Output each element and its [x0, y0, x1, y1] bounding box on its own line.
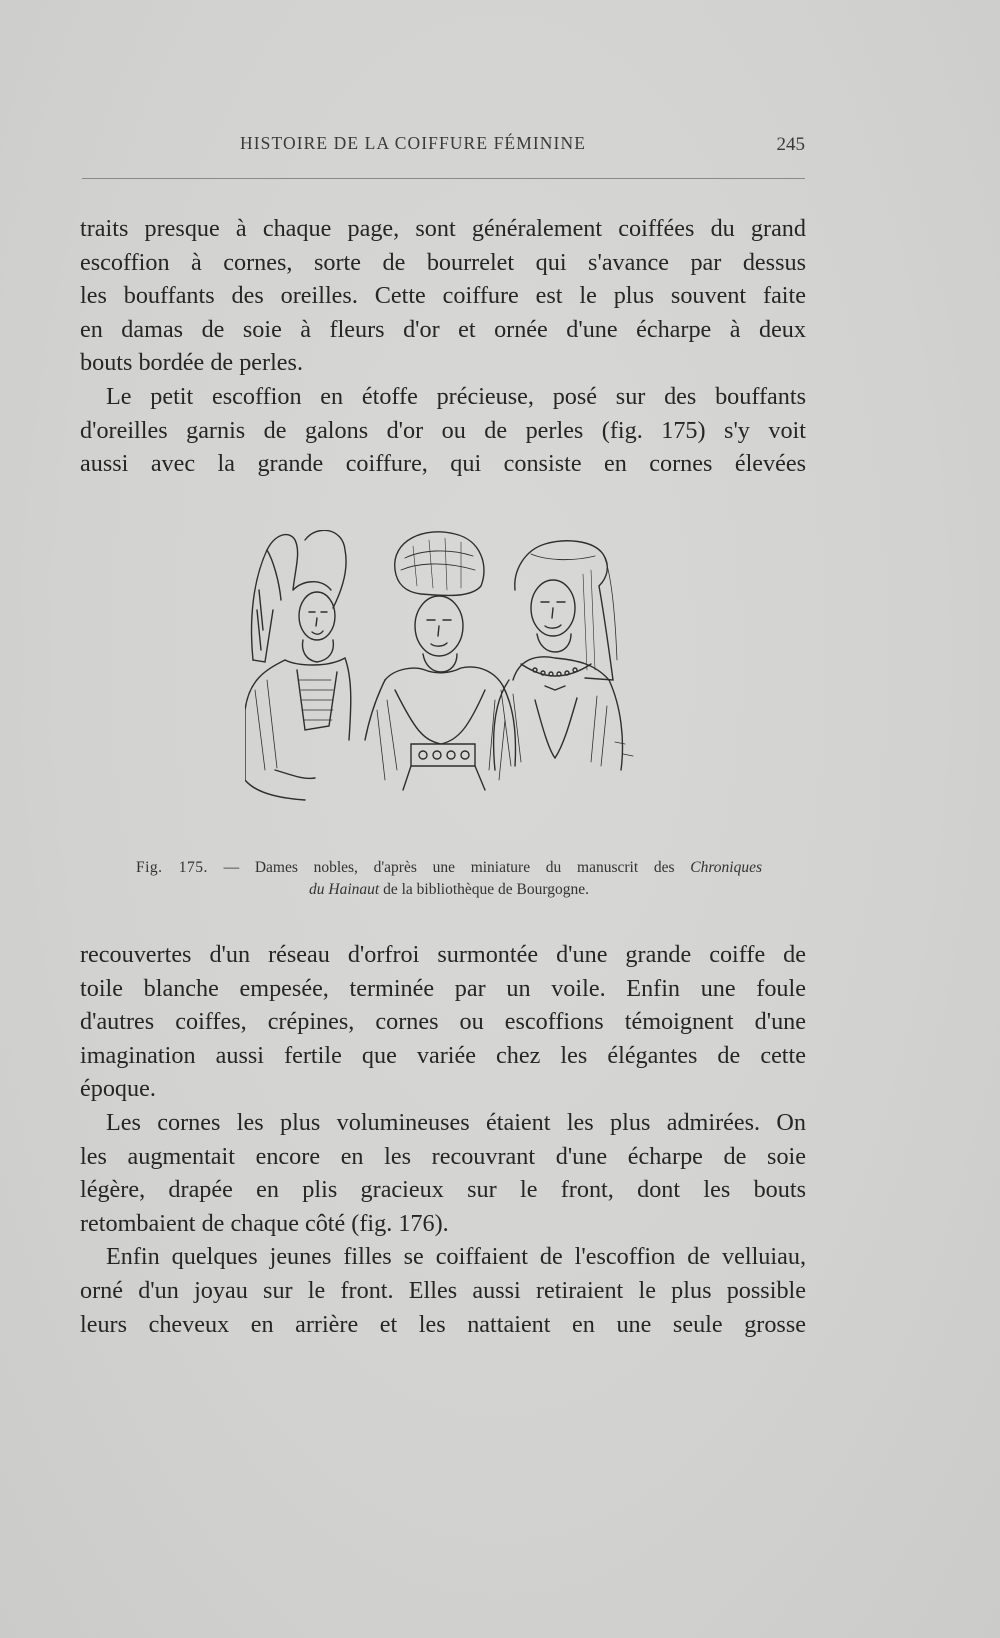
running-title: HISTOIRE DE LA COIFFURE FÉMININE: [240, 133, 586, 153]
text-line: d'autres coiffes, crépines, cornes ou escoffions témoignent d'une: [80, 1008, 806, 1036]
text-line: leurs cheveux en arrière et les nattaient en une seule grosse: [80, 1310, 806, 1338]
figure-caption: [136, 857, 762, 901]
caption-text-2: de la bibliothèque de Bourgogne.: [383, 881, 589, 898]
text-line: orné d'un joyau sur le front. Elles aussi retiraient le plus possible: [80, 1276, 806, 1304]
text-line: époque.: [80, 1075, 156, 1103]
text-line: Les cornes les plus volumineuses étaient les plus admirées. On: [106, 1108, 806, 1136]
caption-italic-2: du Hainaut: [309, 881, 380, 898]
page-number: 245: [776, 134, 805, 155]
caption-italic-1: Chroniques: [690, 859, 762, 876]
text-line: imagination aussi fertile que variée chez les élégantes de cette: [80, 1041, 806, 1069]
text-line: les augmentait encore en les recouvrant d'une écharpe de soie: [80, 1142, 806, 1170]
body-text-top: [80, 212, 806, 481]
text-line: traits presque à chaque page, sont généralement coiffées du grand: [80, 215, 806, 242]
figure-label: Fig. 175.: [136, 859, 208, 876]
text-line: légère, drapée en plis gracieux sur le front, dont les bouts: [80, 1176, 806, 1204]
caption-text-1: Dames nobles, d'après une miniature du manuscrit des: [254, 859, 675, 876]
header-rule: [82, 178, 805, 179]
text-line: d'oreilles garnis de galons d'or ou de perles (fig. 175) s'y voit: [80, 416, 806, 444]
text-line: Enfin quelques jeunes filles se coiffaient de l'escoffion de velluiau,: [106, 1243, 806, 1271]
text-line: bouts bordée de perles.: [80, 349, 303, 377]
engraving-illustration: [245, 530, 645, 820]
caption-line-2: [136, 879, 762, 901]
text-line: retombaient de chaque côté (fig. 176).: [80, 1209, 449, 1237]
text-line: en damas de soie à fleurs d'or et ornée d'une écharpe à deux: [80, 315, 806, 343]
text-line: escoffion à cornes, sorte de bourrelet qui s'avance par dessus: [80, 248, 806, 276]
text-line: toile blanche empesée, terminée par un voile. Enfin une foule: [80, 974, 806, 1002]
body-text-bottom: [80, 938, 806, 1341]
text-line: aussi avec la grande coiffure, qui consiste en cornes élevées: [80, 450, 806, 478]
running-head: [80, 130, 805, 160]
text-line: Le petit escoffion en étoffe précieuse, posé sur des bouffants: [106, 382, 806, 410]
caption-dash: —: [223, 859, 240, 876]
caption-line-1: [136, 857, 762, 879]
text-line: les bouffants des oreilles. Cette coiffure est le plus souvent faite: [80, 282, 806, 310]
text-line: recouvertes d'un réseau d'orfroi surmontée d'une grande coiffe de: [80, 941, 806, 968]
